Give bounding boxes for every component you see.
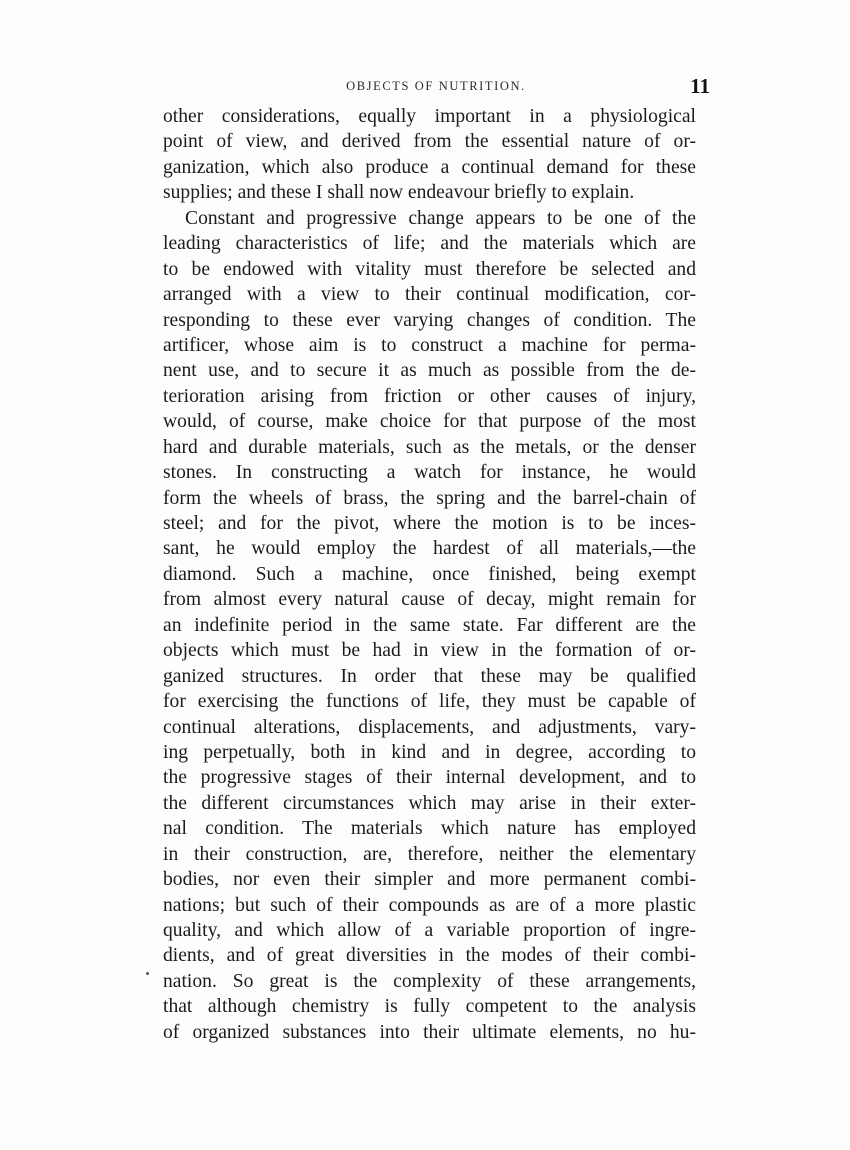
text-line: nal condition. The materials which nature has employed <box>163 818 696 840</box>
text-line: dients, and of great diversities in the modes of their combi- <box>163 945 696 967</box>
text-line: the progressive stages of their internal development, and to <box>163 767 696 789</box>
text-line: arranged with a view to their continual modification, cor- <box>163 284 696 306</box>
running-title: OBJECTS OF NUTRITION. <box>346 79 526 93</box>
text-line: responding to these ever varying changes of condition. The <box>163 309 696 331</box>
text-line: of organized substances into their ultimate elements, no hu- <box>163 1021 696 1043</box>
text-line: to be endowed with vitality must therefore be selected and <box>163 258 696 280</box>
text-line: bodies, nor even their simpler and more permanent combi- <box>163 869 696 891</box>
body-text <box>163 104 696 1045</box>
text-line: diamond. Such a machine, once finished, being exempt <box>163 563 696 585</box>
text-line: terioration arising from friction or other causes of injury, <box>163 385 696 407</box>
text-line: hard and durable materials, such as the metals, or the denser <box>163 436 696 458</box>
text-line: from almost every natural cause of decay, might remain for <box>163 589 696 611</box>
margin-speck <box>146 972 149 975</box>
text-line: the different circumstances which may arise in their exter- <box>163 792 696 814</box>
text-line: point of view, and derived from the essential nature of or- <box>163 131 696 153</box>
text-line: ing perpetually, both in kind and in degree, according to <box>163 741 696 763</box>
text-line: steel; and for the pivot, where the motion is to be inces- <box>163 513 696 534</box>
text-line: other considerations, equally important in a physiological <box>163 106 696 127</box>
text-line: leading characteristics of life; and the materials which are <box>163 233 696 255</box>
text-line: stones. In constructing a watch for instance, he would <box>163 462 696 484</box>
text-line: Constant and progressive change appears to be one of the <box>185 207 696 229</box>
text-line: in their construction, are, therefore, neither the elementary <box>163 843 696 865</box>
text-line: artificer, whose aim is to construct a machine for perma- <box>163 334 696 356</box>
text-line: objects which must be had in view in the formation of or- <box>163 640 696 662</box>
text-line: ganization, which also produce a continual demand for these <box>163 156 696 178</box>
text-line: continual alterations, displacements, and adjustments, vary- <box>163 716 696 738</box>
text-line: nation. So great is the complexity of these arrangements, <box>163 970 696 992</box>
text-line: sant, he would employ the hardest of all materials,—the <box>163 538 696 560</box>
text-line: form the wheels of brass, the spring and the barrel-chain of <box>163 487 696 509</box>
text-line: an indefinite period in the same state. Far different are the <box>163 614 696 636</box>
text-line: nent use, and to secure it as much as possible from the de- <box>163 360 696 382</box>
text-line: for exercising the functions of life, they must be capable of <box>163 691 696 713</box>
text-line: quality, and which allow of a variable proportion of ingre- <box>163 920 696 941</box>
text-line: that although chemistry is fully competent to the analysis <box>163 996 696 1018</box>
page-number: 11 <box>690 74 710 98</box>
text-line: would, of course, make choice for that purpose of the most <box>163 411 696 433</box>
text-line: nations; but such of their compounds as are of a more plastic <box>163 894 696 916</box>
running-head <box>160 74 712 98</box>
text-line: supplies; and these I shall now endeavour briefly to explain. <box>163 182 635 204</box>
text-line: ganized structures. In order that these may be qualified <box>163 665 696 687</box>
